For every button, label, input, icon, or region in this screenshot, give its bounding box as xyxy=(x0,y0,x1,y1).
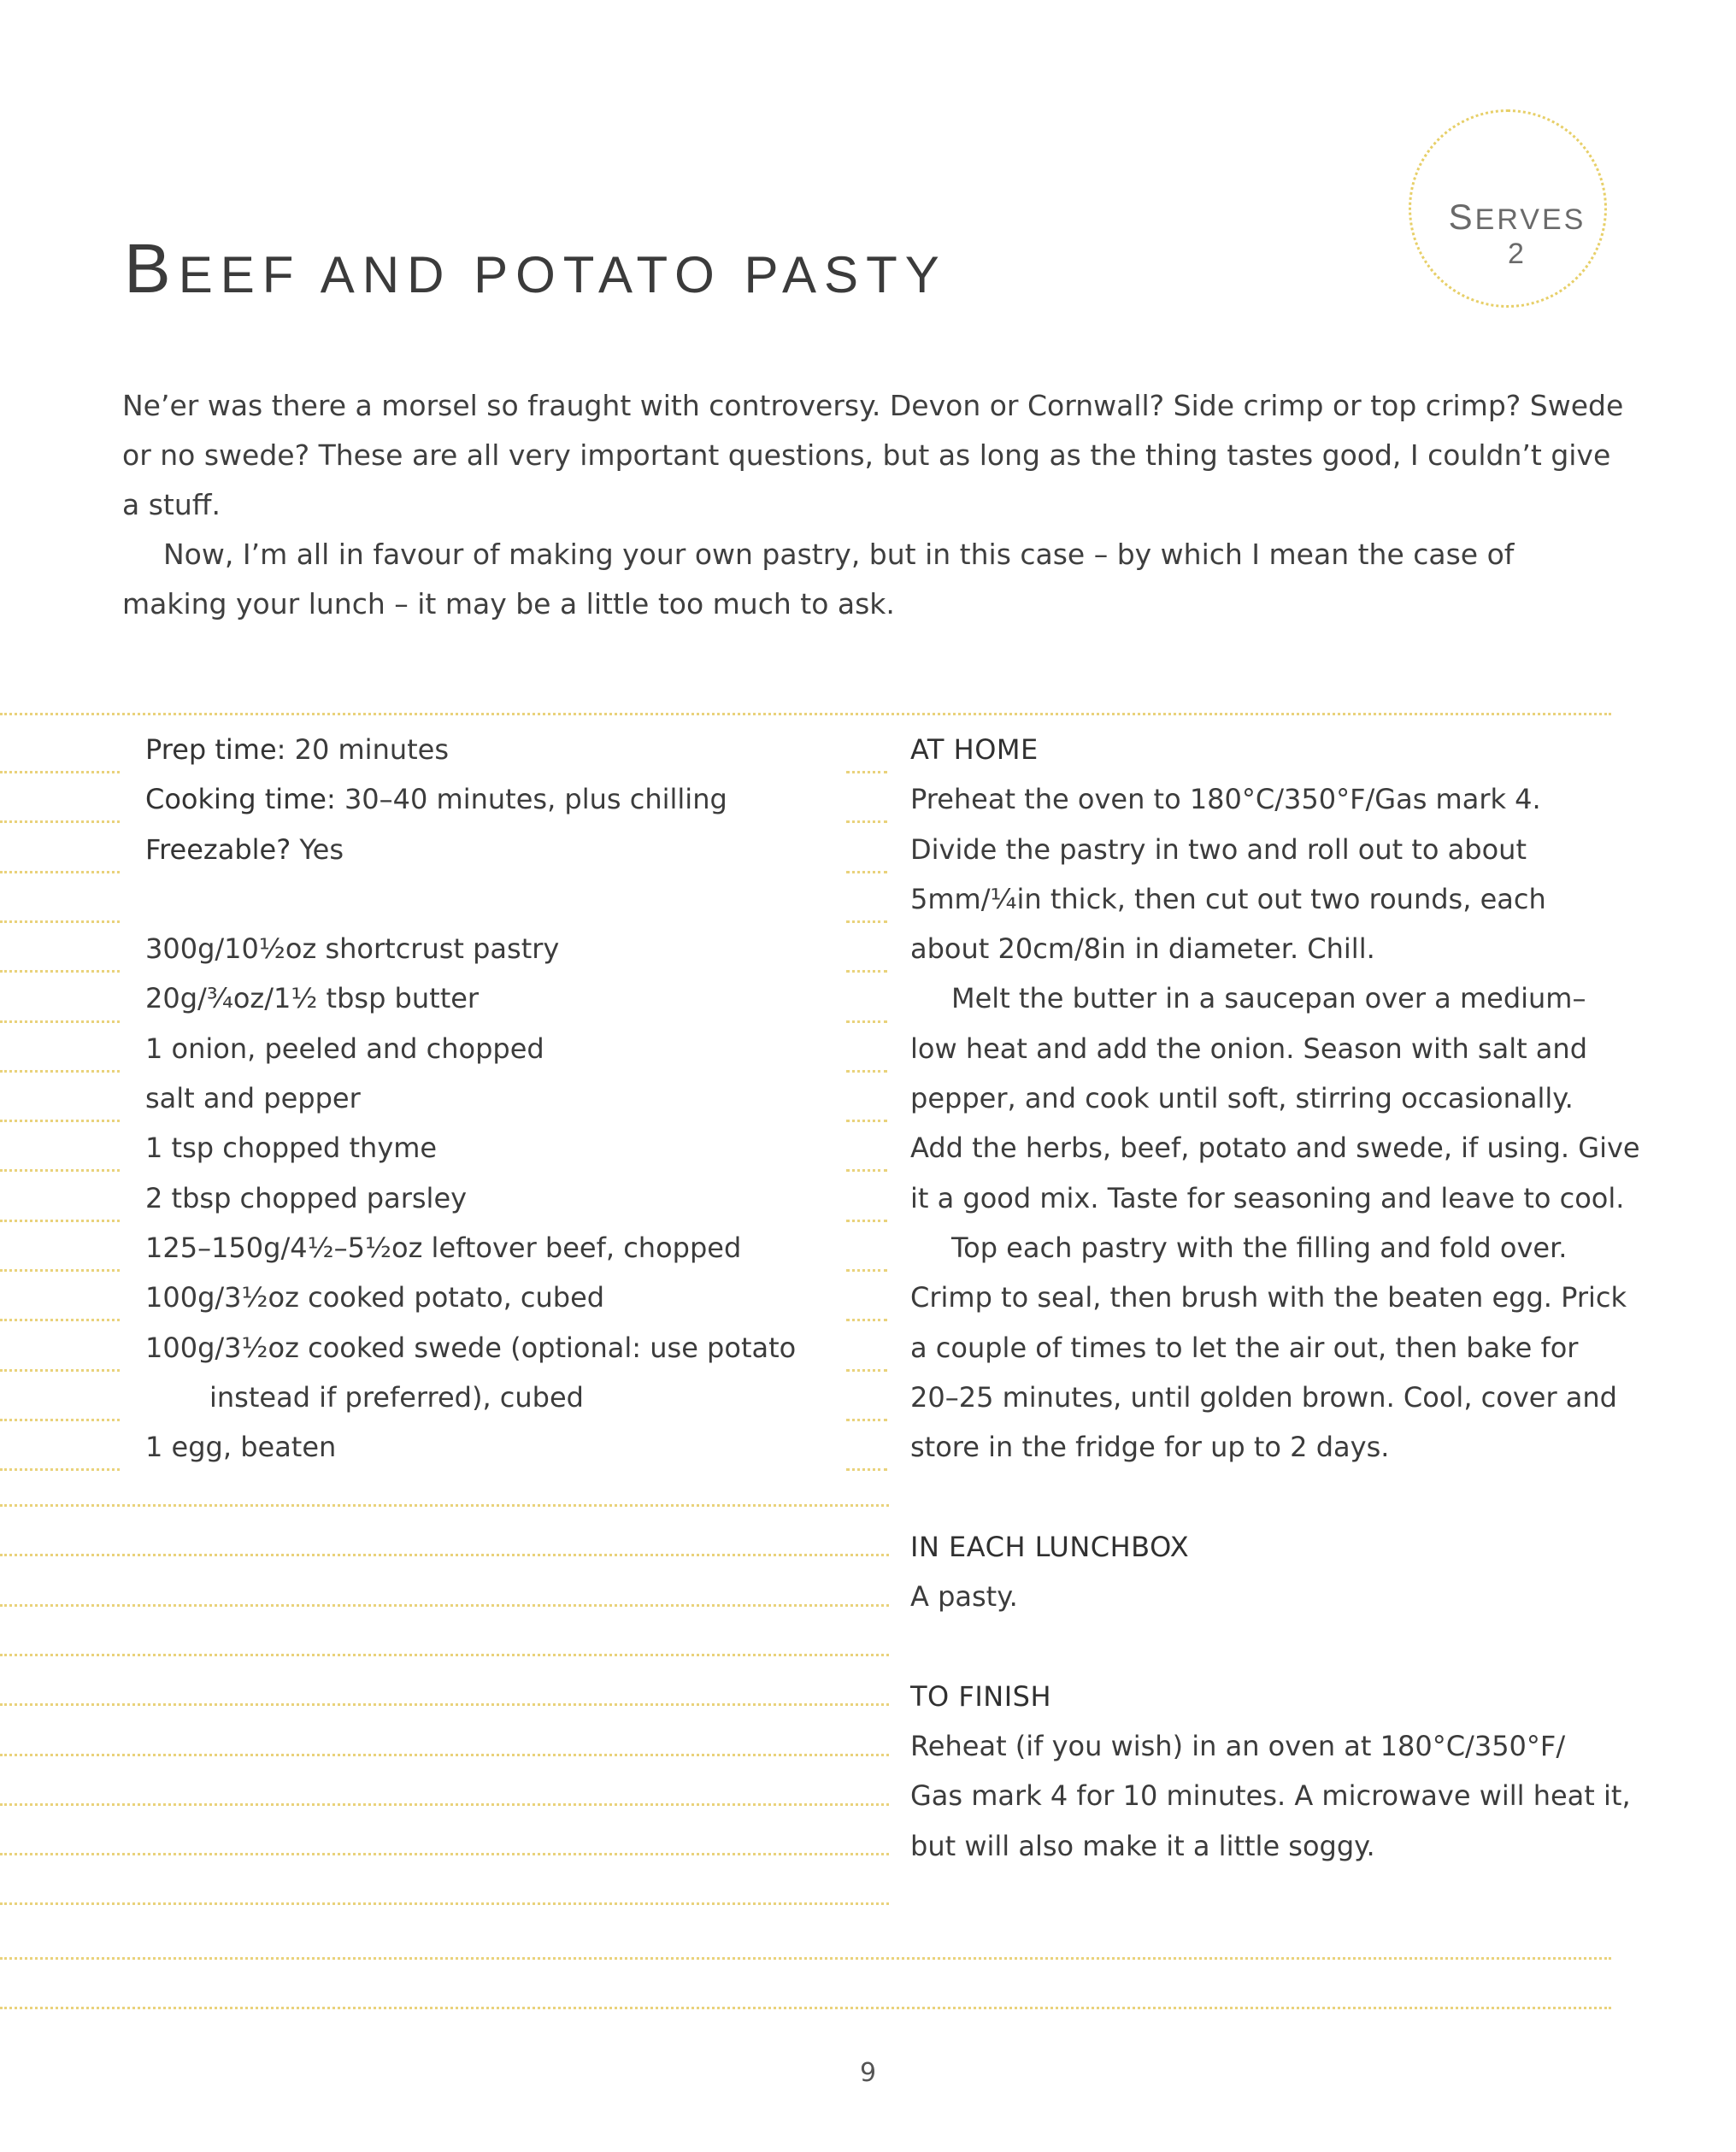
method-line: low heat and add the onion. Season with salt and xyxy=(910,1032,1587,1065)
rule-line-lower xyxy=(0,1703,889,1706)
method-line: Top each pastry with the filling and fold over. xyxy=(951,1231,1568,1264)
rule-line-lower xyxy=(0,1754,889,1756)
ingredient-item: 1 onion, peeled and chopped xyxy=(145,1032,544,1065)
top-divider xyxy=(0,713,1611,715)
rule-line-left xyxy=(0,1120,120,1122)
ingredient-item: 2 tbsp chopped parsley xyxy=(145,1181,468,1214)
title-rest: EEF AND POTATO PASTY xyxy=(178,246,947,303)
at-home-heading: AT HOME xyxy=(910,733,1039,766)
method xyxy=(910,725,1640,1871)
freezable xyxy=(145,825,880,874)
rule-line-left xyxy=(0,970,120,973)
ingredient-item: salt and pepper xyxy=(145,1082,361,1115)
ingredient-item: 100g/3½oz cooked swede (optional: use potato xyxy=(145,1331,797,1364)
finish-line: Reheat (if you wish) in an oven at 180°C/350°F/ xyxy=(910,1729,1566,1762)
method-line: store in the fridge for up to 2 days. xyxy=(910,1431,1390,1464)
method-line: a couple of times to let the air out, then bake for xyxy=(910,1331,1579,1364)
rule-line-left xyxy=(0,920,120,923)
finish-line: Gas mark 4 for 10 minutes. A microwave will heat it, xyxy=(910,1779,1631,1813)
rule-line-left xyxy=(0,1220,120,1222)
rule-line-left xyxy=(0,1468,120,1471)
ingredient-item: 125–150g/4½–5½oz leftover beef, chopped xyxy=(145,1231,742,1264)
rule-line-lower xyxy=(0,1604,889,1607)
ingredient-item: 100g/3½oz cooked potato, cubed xyxy=(145,1281,605,1314)
rule-line-left xyxy=(0,1419,120,1421)
method-line: 5mm/¼in thick, then cut out two rounds, each xyxy=(910,882,1546,915)
recipe-title xyxy=(124,229,947,309)
lunchbox-heading: IN EACH LUNCHBOX xyxy=(910,1530,1190,1563)
cooking-time-value: 30–40 minutes, plus chilling xyxy=(335,783,727,816)
rule-line-lower xyxy=(0,1504,889,1507)
ingredient-item: 1 egg, beaten xyxy=(145,1431,337,1464)
rule-line-left xyxy=(0,871,120,873)
method-line: about 20cm/8in in diameter. Chill. xyxy=(910,932,1375,966)
rule-line-lower xyxy=(0,1902,889,1905)
rule-line-full xyxy=(0,2007,1611,2009)
title-first-letter: B xyxy=(124,230,179,308)
intro-text xyxy=(122,381,1627,629)
rule-line-left xyxy=(0,1020,120,1023)
to-finish-heading: TO FINISH xyxy=(910,1679,1051,1713)
method-line: Melt the butter in a saucepan over a medium– xyxy=(951,982,1586,1015)
method-line: it a good mix. Taste for seasoning and leave to cool. xyxy=(910,1181,1625,1214)
cooking-time xyxy=(145,774,880,824)
rule-line-lower xyxy=(0,1654,889,1656)
rule-line-left xyxy=(0,1169,120,1172)
ingredient-item: 300g/10½oz shortcrust pastry xyxy=(145,932,560,966)
serves-lead-letter: S xyxy=(1448,197,1475,237)
cooking-time-label: Cooking time: xyxy=(145,783,336,816)
rule-line-lower xyxy=(0,1803,889,1806)
rule-line-left xyxy=(0,1319,120,1321)
rule-line-left xyxy=(0,1269,120,1272)
serves-rest: ERVES 2 xyxy=(1474,203,1586,270)
rule-line-left xyxy=(0,771,120,773)
method-line: Add the herbs, beef, potato and swede, if using. Give xyxy=(910,1132,1640,1165)
info-and-ingredients xyxy=(145,725,880,1472)
page-number: 9 xyxy=(859,2058,877,2088)
method-line: Divide the pastry in two and roll out to about xyxy=(910,832,1527,866)
rule-line-left xyxy=(0,820,120,823)
rule-line-lower xyxy=(0,1554,889,1556)
rule-line-full xyxy=(0,1957,1611,1960)
prep-time xyxy=(145,725,880,774)
finish-line: but will also make it a little soggy. xyxy=(910,1829,1375,1862)
serves-label xyxy=(1445,197,1590,271)
lunchbox-text: A pasty. xyxy=(910,1580,1018,1614)
rule-line-lower xyxy=(0,1853,889,1855)
intro-paragraph-2: Now, I’m all in favour of making your own pastry, but in this case – by which I mean the case of making your lunch – it may be a little too much to ask. xyxy=(122,538,1515,620)
rule-line-left xyxy=(0,1070,120,1073)
prep-time-label: Prep time: xyxy=(145,733,286,766)
method-line: 20–25 minutes, until golden brown. Cool, cover and xyxy=(910,1380,1617,1414)
freezable-value: Yes xyxy=(291,832,344,866)
rule-line-left xyxy=(0,1369,120,1372)
method-line: Crimp to seal, then brush with the beaten egg. Prick xyxy=(910,1281,1627,1314)
ingredient-item-continued: instead if preferred), cubed xyxy=(209,1380,584,1414)
method-line: Preheat the oven to 180°C/350°F/Gas mark 4. xyxy=(910,783,1541,816)
ingredient-item: 1 tsp chopped thyme xyxy=(145,1132,438,1165)
freezable-label: Freezable? xyxy=(145,832,291,866)
method-line: pepper, and cook until soft, stirring occasionally. xyxy=(910,1082,1574,1115)
prep-time-value: 20 minutes xyxy=(285,733,450,766)
ingredient-item: 20g/¾oz/1½ tbsp butter xyxy=(145,982,480,1015)
intro-paragraph-1: Ne’er was there a morsel so fraught with controversy. Devon or Cornwall? Side crimp or top crimp? Swede or no swede? These are all very important questions, but as long as the thing tastes good, I couldn’t give a stuff. xyxy=(122,389,1624,521)
